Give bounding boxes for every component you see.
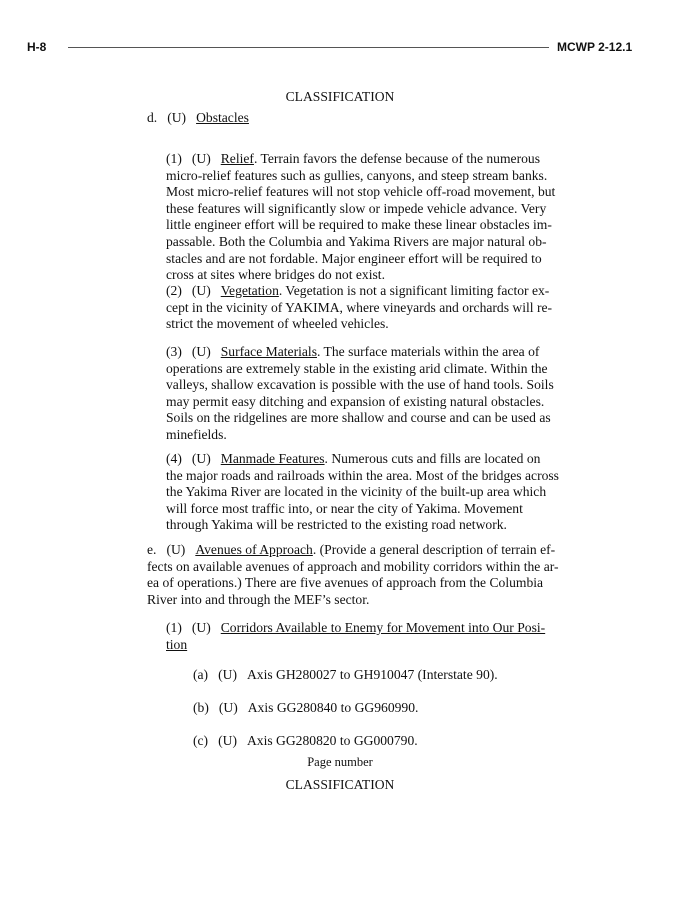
title: Corridors Available to Enemy for Movement into Our Posi- bbox=[220, 620, 546, 635]
mark: (U) bbox=[191, 283, 211, 298]
paragraph-manmade-features bbox=[166, 451, 559, 534]
line: Most micro-relief features will not stop vehicle off-road movement, but bbox=[166, 184, 556, 200]
line: fects on available avenues of approach and mobility corridors within the ar- bbox=[147, 558, 559, 574]
num: (3) bbox=[166, 344, 182, 359]
line: minefields. bbox=[166, 426, 227, 442]
mark: (U) bbox=[218, 733, 237, 748]
paragraph-surface-materials bbox=[166, 344, 554, 444]
num: (c) bbox=[193, 733, 209, 748]
line: will force most traffic into, or near the city of Yakima. Movement bbox=[166, 500, 523, 516]
paragraph-corridors bbox=[166, 620, 545, 653]
axis-c bbox=[193, 733, 418, 750]
axis-b bbox=[193, 700, 418, 717]
line: . Vegetation is not a significant limiting factor ex- bbox=[278, 283, 550, 298]
line: cross at sites where bridges do not exist. bbox=[166, 267, 385, 283]
mark: (U) bbox=[218, 667, 237, 682]
title: Manmade Features bbox=[220, 451, 325, 466]
paragraph-vegetation bbox=[166, 283, 552, 333]
paragraph-relief bbox=[166, 151, 555, 284]
title: Obstacles bbox=[196, 110, 249, 125]
line: passable. Both the Columbia and Yakima Rivers are major natural ob- bbox=[166, 233, 547, 249]
line: . (Provide a general description of terrain ef- bbox=[312, 542, 556, 557]
line: stacles and are not fordable. Major engineer effort will be required to bbox=[166, 250, 542, 266]
line: the major roads and railroads within the area. Most of the bridges across bbox=[166, 467, 559, 483]
classification-top: CLASSIFICATION bbox=[285, 89, 395, 104]
line: strict the movement of wheeled vehicles. bbox=[166, 316, 389, 332]
page-number: Page number bbox=[307, 755, 373, 769]
section-d-heading bbox=[147, 110, 249, 127]
line: River into and through the MEF’s sector. bbox=[147, 591, 370, 607]
num: (a) bbox=[193, 667, 209, 682]
num: d. bbox=[147, 110, 158, 125]
mark: (U) bbox=[191, 151, 211, 166]
header-rule bbox=[68, 47, 549, 48]
line: cept in the vicinity of YAKIMA, where vineyards and orchards will re- bbox=[166, 299, 553, 315]
page-id: H-8 bbox=[27, 40, 47, 54]
line: little engineer effort will be required to make these linear obstacles im- bbox=[166, 217, 552, 233]
num: (1) bbox=[166, 620, 182, 635]
mark: (U) bbox=[218, 700, 238, 715]
mark: (U) bbox=[166, 542, 186, 557]
line: Soils on the ridgelines are more shallow and course and can be used as bbox=[166, 410, 551, 426]
publication-id: MCWP 2-12.1 bbox=[557, 40, 633, 54]
axis-a bbox=[193, 667, 498, 684]
classification-bottom: CLASSIFICATION bbox=[285, 777, 395, 792]
text: Axis GG280840 to GG960990. bbox=[247, 700, 419, 715]
title: Vegetation bbox=[220, 283, 279, 298]
line: may permit easy ditching and expansion of existing natural obstacles. bbox=[166, 393, 545, 409]
line: . Numerous cuts and fills are located on bbox=[324, 451, 541, 466]
num: (1) bbox=[166, 151, 182, 166]
mark: (U) bbox=[191, 344, 211, 359]
line: through Yakima will be restricted to the existing road network. bbox=[166, 517, 507, 533]
title: tion bbox=[166, 636, 188, 652]
line: . The surface materials within the area of bbox=[316, 344, 540, 359]
line: the Yakima River are located in the vicinity of the built-up area which bbox=[166, 484, 547, 500]
text: Axis GG280820 to GG000790. bbox=[246, 733, 418, 748]
text: Axis GH280027 to GH910047 (Interstate 90). bbox=[246, 667, 498, 682]
line: operations are extremely stable in the existing arid climate. Within the bbox=[166, 360, 548, 376]
mark: (U) bbox=[191, 451, 211, 466]
line: valleys, shallow excavation is possible with the use of hand tools. Soils bbox=[166, 377, 554, 393]
title: Surface Materials bbox=[220, 344, 317, 359]
line: these features will significantly slow or impede vehicle advance. Very bbox=[166, 200, 547, 216]
line: micro-relief features such as gullies, canyons, and steep stream banks. bbox=[166, 167, 548, 183]
title: Relief bbox=[220, 151, 254, 166]
mark: (U) bbox=[167, 110, 187, 125]
title: Avenues of Approach bbox=[195, 542, 313, 557]
section-e-avenues bbox=[147, 542, 559, 608]
line: ea of operations.) There are five avenues of approach from the Columbia bbox=[147, 575, 544, 591]
line: . Terrain favors the defense because of the numerous bbox=[253, 151, 540, 166]
num: (4) bbox=[166, 451, 182, 466]
num: (2) bbox=[166, 283, 182, 298]
num: (b) bbox=[193, 700, 209, 715]
mark: (U) bbox=[191, 620, 211, 635]
num: e. bbox=[147, 542, 157, 557]
